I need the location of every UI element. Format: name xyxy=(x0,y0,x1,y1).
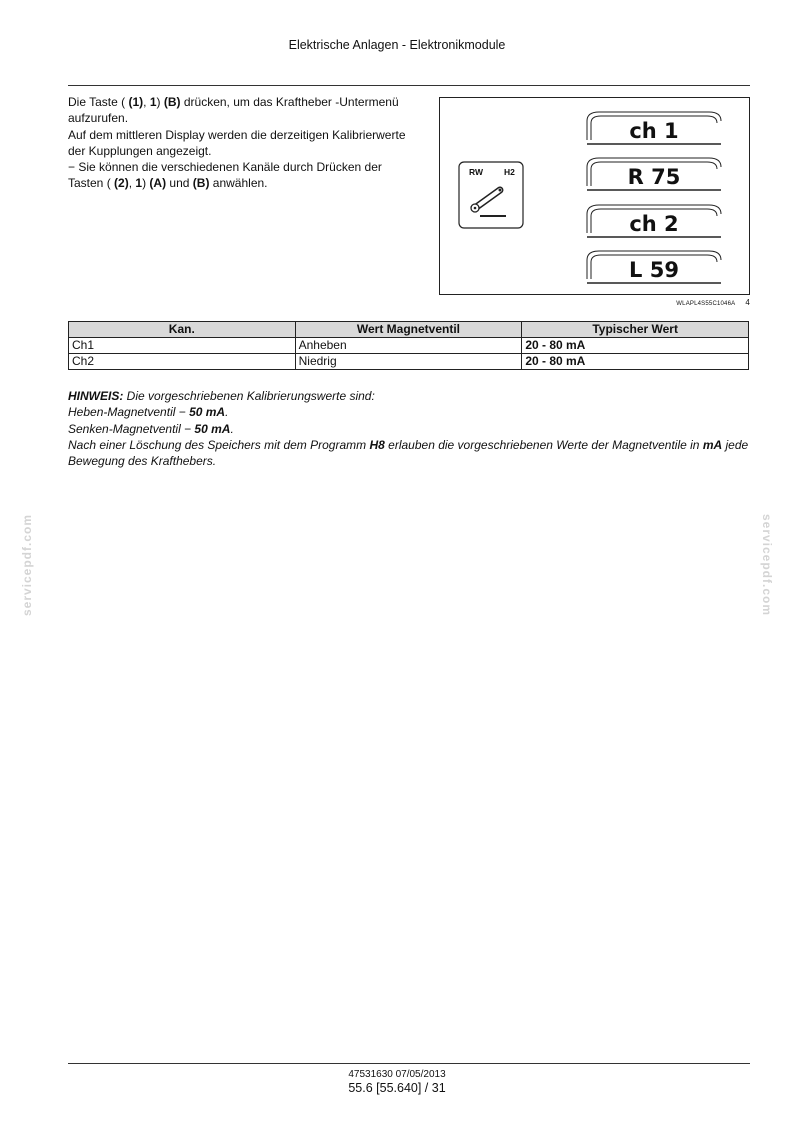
table-cell: Ch2 xyxy=(69,354,296,370)
footer-rule xyxy=(68,1063,750,1064)
table-header-row xyxy=(69,322,749,338)
header-rule xyxy=(68,85,750,86)
note-line-1: HINWEIS: Die vorgeschriebenen Kalibrierungswerte sind: xyxy=(68,389,375,403)
table-cell: 20 - 80 mA xyxy=(522,338,749,354)
lcd-display-text: R 75 xyxy=(627,165,681,189)
note-line-3: Senken-Magnetventil − 50 mA. xyxy=(68,421,234,436)
table-row xyxy=(69,338,749,354)
lcd-display xyxy=(587,112,721,144)
figure-code: WLAPL4S55C1046A xyxy=(676,301,736,307)
lcd-display-text: L 59 xyxy=(629,258,679,282)
hitch-lift-icon xyxy=(459,162,523,228)
display-figure xyxy=(439,97,750,295)
intro-paragraph-1: Die Taste ( (1), 1) (B) drücken, um das Kraftheber -Untermenü aufzurufen. xyxy=(68,95,399,126)
figure-illustration xyxy=(440,98,749,294)
column-header-channel: Kan. xyxy=(69,322,296,338)
note-line-4: Nach einer Löschung des Speichers mit dem Programm H8 erlauben die vorgeschriebenen Werte der Magnetventile in mA jede Bewegung des Krafthebers. xyxy=(68,437,749,469)
footer-document-code: 47531630 07/05/2013 xyxy=(348,1069,446,1080)
lcd-display-text: ch 2 xyxy=(629,212,679,236)
table-cell: 20 - 80 mA xyxy=(522,354,749,370)
watermark-left: servicepdf.com xyxy=(20,513,34,617)
icon-label-left: RW xyxy=(469,167,484,177)
table-cell: Anheben xyxy=(295,338,522,354)
column-header-valve-value: Wert Magnetventil xyxy=(295,322,522,338)
table-cell: Niedrig xyxy=(295,354,522,370)
lcd-display xyxy=(587,158,721,190)
intro-paragraph-2: Auf dem mittleren Display werden die derzeitigen Kalibrierwerte der Kupplungen angezeigt. xyxy=(68,127,406,158)
lcd-display xyxy=(587,205,721,237)
figure-caption xyxy=(600,298,750,307)
intro-paragraph-3: − Sie können die verschiedenen Kanäle durch Drücken der Tasten ( (2), 1) (A) und (B) anwählen. xyxy=(68,160,382,191)
icon-label-right: H2 xyxy=(504,167,515,177)
table-cell: Ch1 xyxy=(69,338,296,354)
note-line-2: Heben-Magnetventil − 50 mA. xyxy=(68,405,229,420)
lcd-display xyxy=(587,251,721,283)
lcd-displays xyxy=(587,112,721,283)
note-block xyxy=(68,388,758,469)
lcd-display-text: ch 1 xyxy=(629,119,679,143)
intro-text xyxy=(68,94,418,192)
figure-number: 4 xyxy=(745,298,750,307)
footer-page-number: 55.6 [55.640] / 31 xyxy=(348,1081,446,1095)
calibration-table xyxy=(68,321,749,370)
watermark-right: servicepdf.com xyxy=(760,513,774,617)
table-row xyxy=(69,354,749,370)
column-header-typical-value: Typischer Wert xyxy=(522,322,749,338)
page-header: Elektrische Anlagen - Elektronikmodule xyxy=(288,38,506,52)
